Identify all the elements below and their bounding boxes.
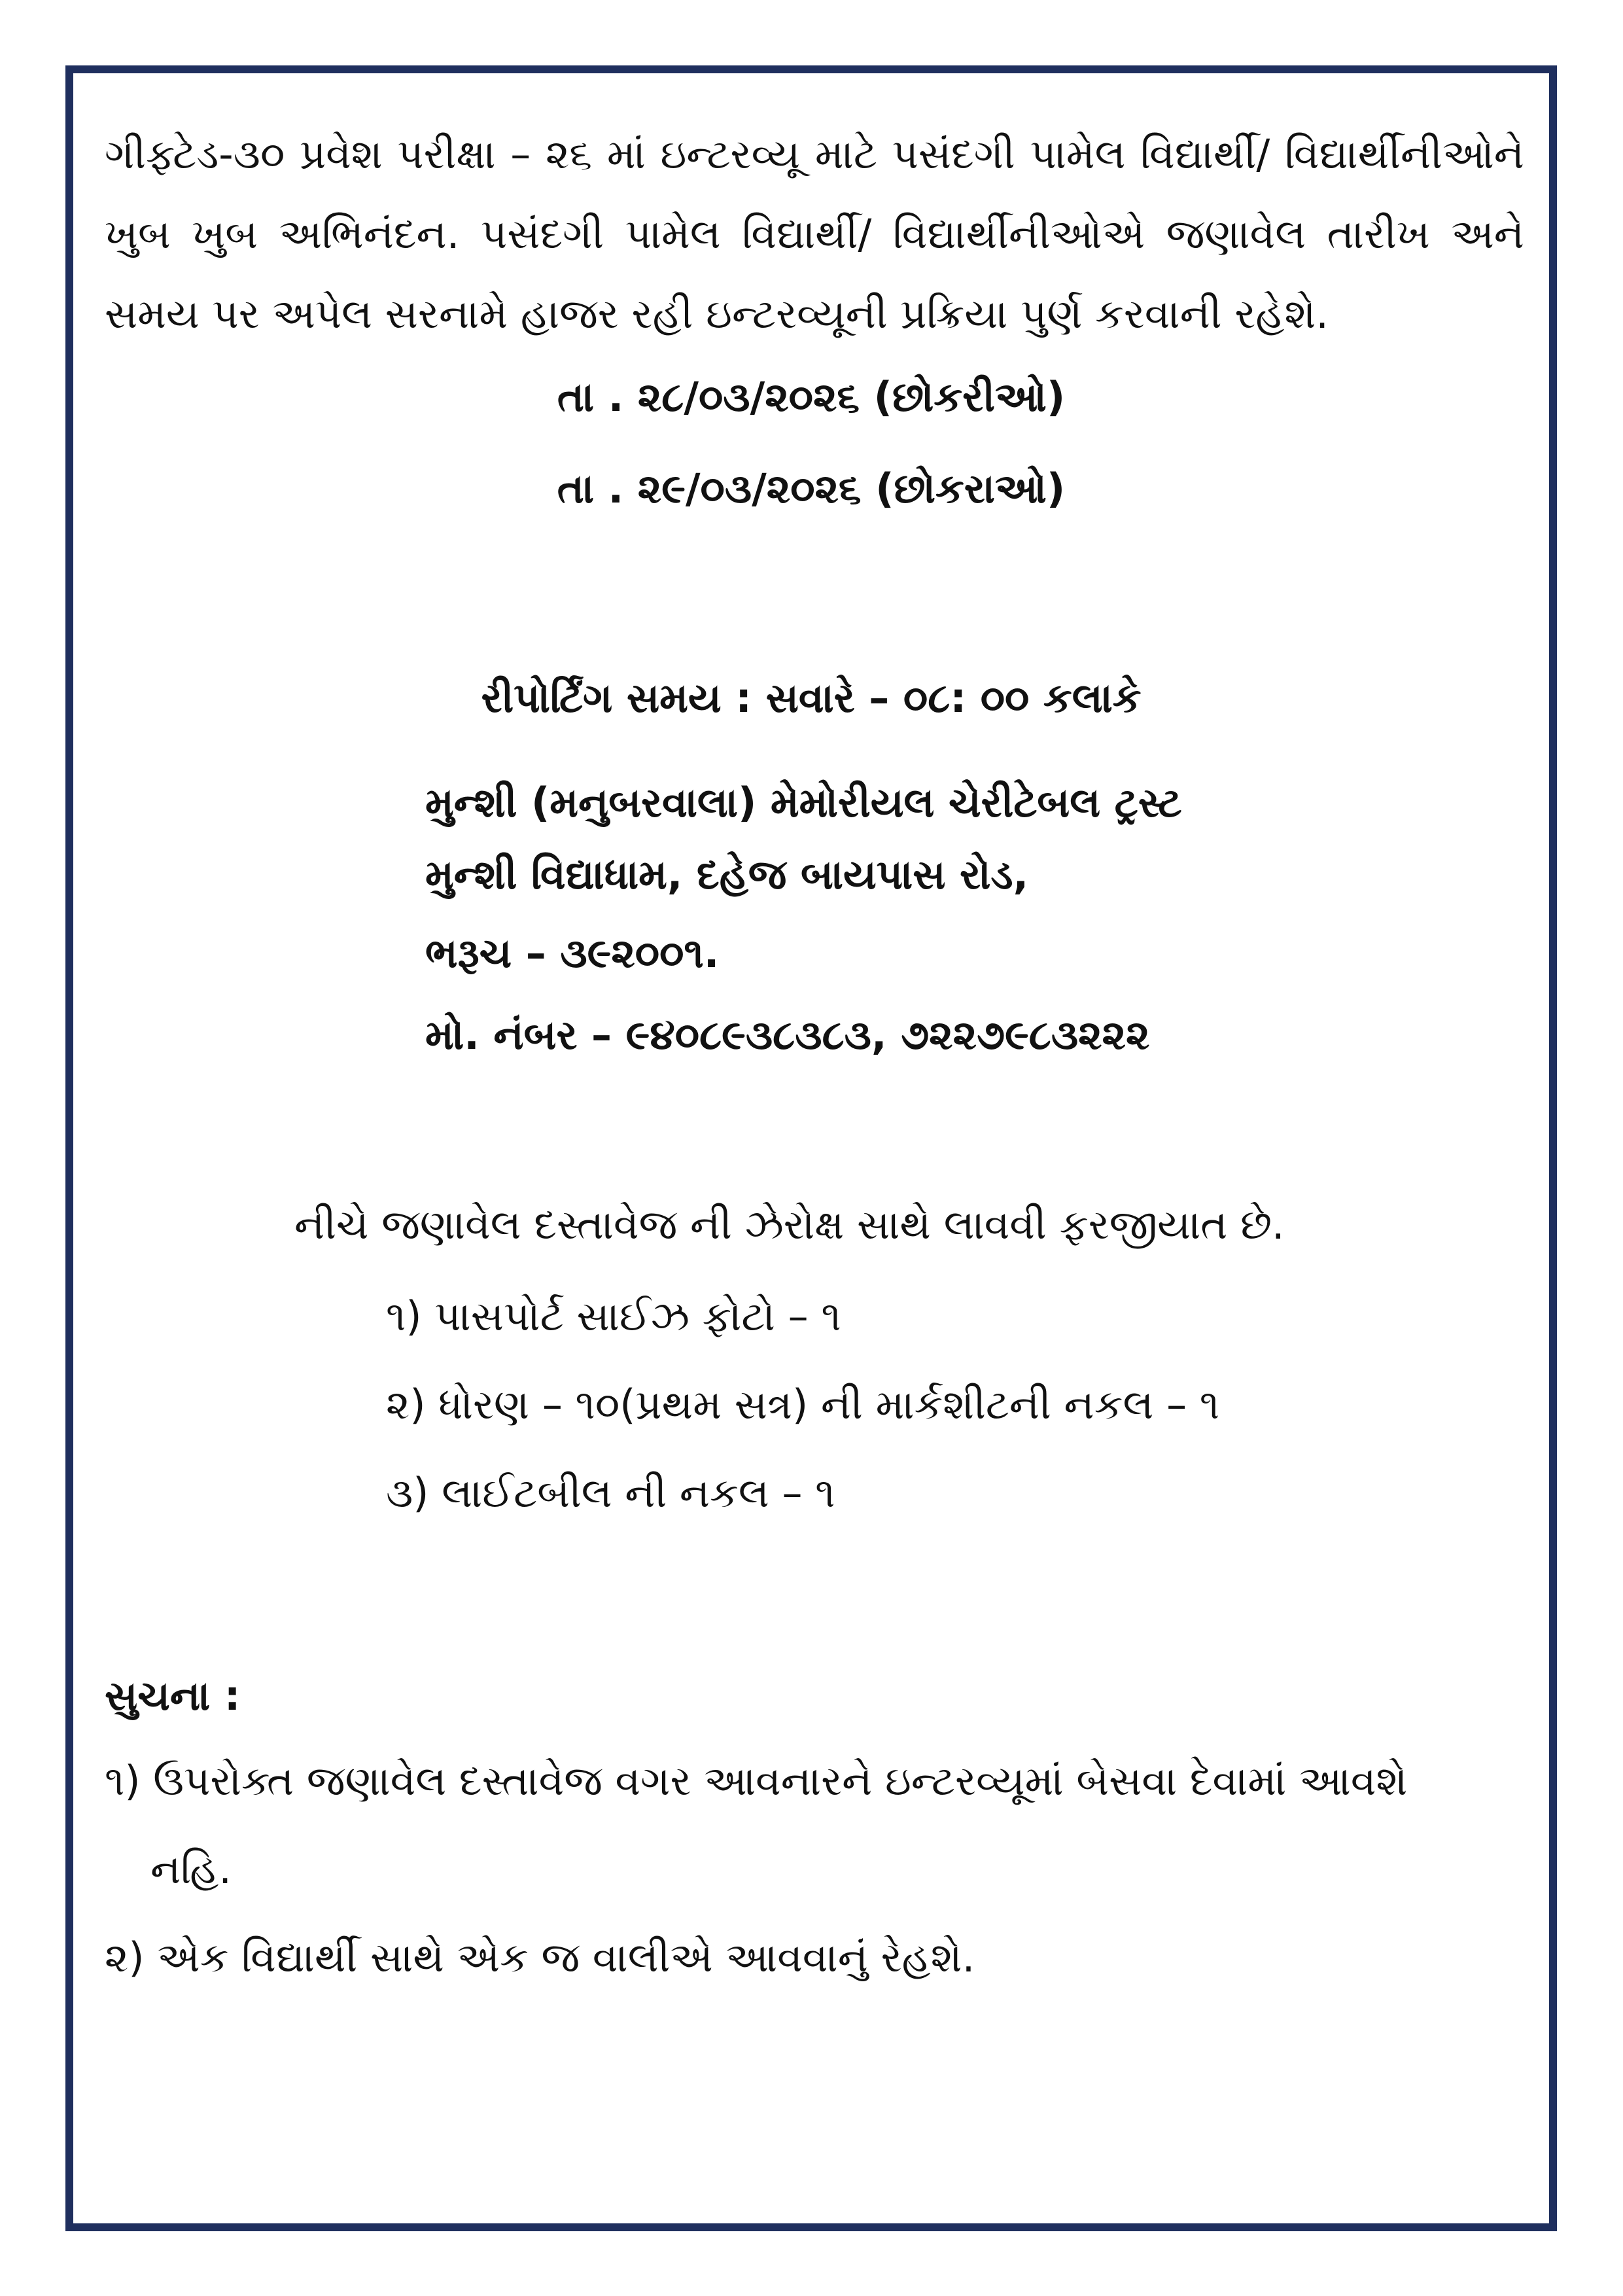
- reporting-time: રીપોર્ટિંગ સમય : સવારે – ૦૮: ૦૦ કલાકે: [481, 674, 1142, 722]
- note-item-1-continuation: નહિ.: [150, 1845, 232, 1893]
- address-line-1: મુન્શી (મનુબરવાલા) મેમોરીયલ ચેરીટેબલ ટ્રસ્ટ: [425, 779, 1182, 826]
- address-line-2: મુન્શી વિદ્યાધામ, દહેજ બાયપાસ રોડ,: [425, 851, 1029, 898]
- note-item-1: ૧) ઉપરોક્ત જણાવેલ દસ્તાવેજ વગર આવનારને ઇન્ટરવ્યૂમાં બેસવા દેવામાં આવશે: [105, 1757, 1408, 1805]
- date-boys: તા . ૨૯/૦૩/૨૦૨૬ (છોકરાઓ): [557, 465, 1066, 512]
- document-item-2: ૨) ધોરણ – ૧૦(પ્રથમ સત્ર) ની માર્કશીટની નકલ – ૧: [386, 1381, 1220, 1428]
- notes-heading: સુચના :: [105, 1672, 241, 1720]
- address-line-3: ભરૂચ – ૩૯૨૦૦૧.: [425, 929, 720, 977]
- phone-numbers: મો. નંબર – ૯૪૦૮૯૩૮૩૮૩, ૭૨૨૭૯૮૩૨૨૨: [425, 1011, 1150, 1059]
- document-item-3: ૩) લાઈટબીલ ની નકલ – ૧: [386, 1469, 835, 1517]
- note-item-2: ૨) એક વિદ્યાર્થી સાથે એક જ વાલીએ આવવાનું રેહશે.: [105, 1934, 975, 1981]
- documents-heading: નીચે જણાવેલ દસ્તાવેજ ની ઝેરોક્ષ સાથે લાવવી ફરજીયાત છે.: [294, 1201, 1285, 1248]
- intro-paragraph: ગીફ્ટેડ-૩૦ પ્રવેશ પરીક્ષા – ૨૬ માં ઇન્ટરવ્યૂ માટે પસંદગી પામેલ વિદ્યાર્થી/ વિદ્યાર્થીનીઓને ખુબ ખુબ અભિનંદન. પસંદગી પામેલ વિદ્યાર્થી/ વિદ્યાર્થીનીઓએ જણાવેલ તારીખ અને સમય પર અપેલ સરનામે હાજર રહી ઇન્ટરવ્યૂની પ્રક્રિયા પુર્ણ કરવાની રહેશે.: [105, 130, 1524, 338]
- document-item-1: ૧) પાસપોર્ટ સાઈઝ ફોટો – ૧: [386, 1292, 841, 1340]
- date-girls: તા . ૨૮/૦૩/૨૦૨૬ (છોકરીઓ): [557, 373, 1066, 421]
